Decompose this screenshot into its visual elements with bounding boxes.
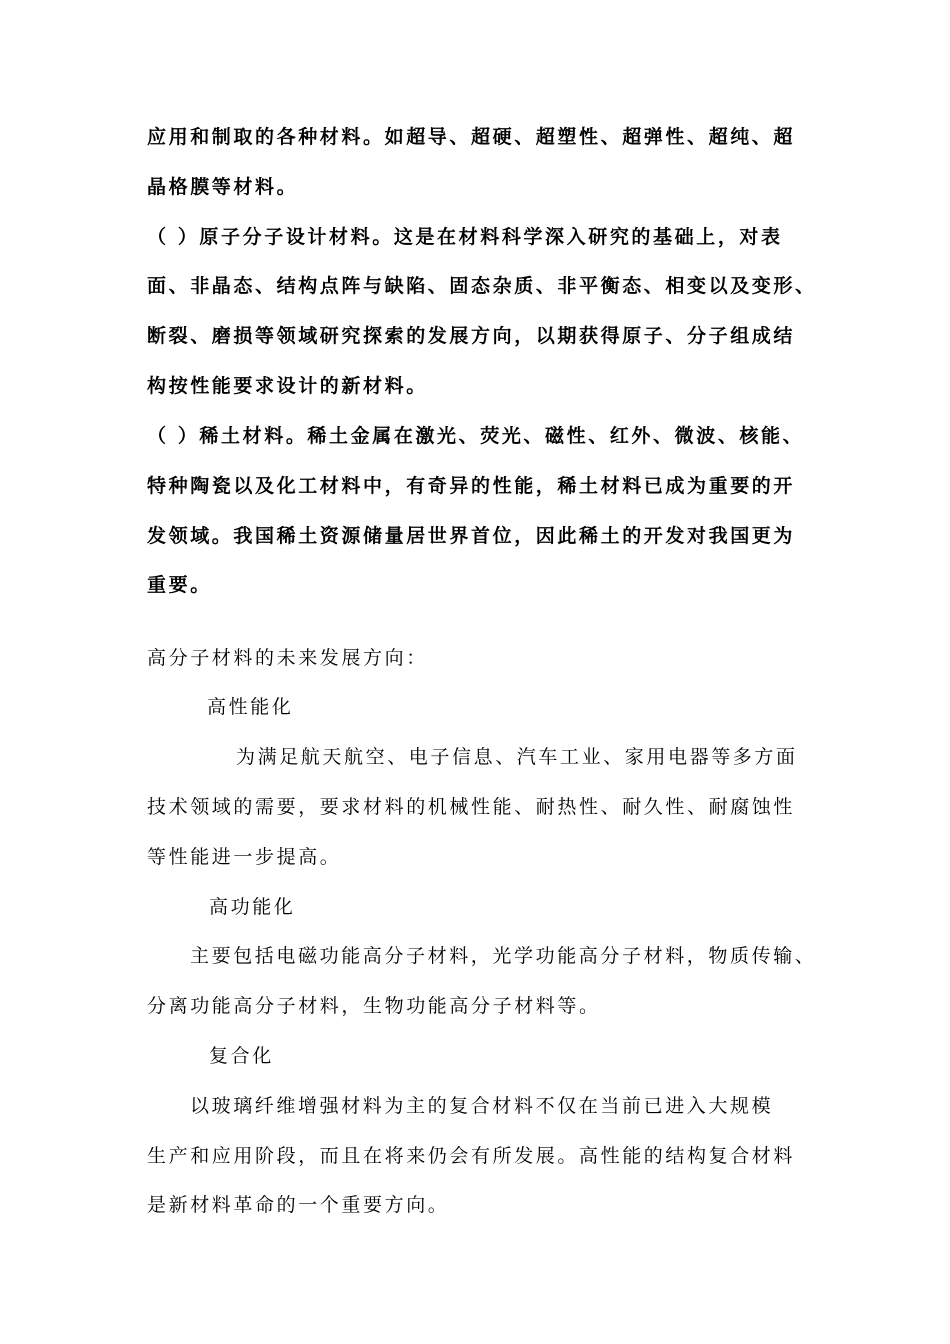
subsection-title: 高性能化 bbox=[207, 696, 294, 718]
paragraph-line: （ ）稀土材料。稀土金属在激光、荧光、磁性、红外、微波、核能、 bbox=[147, 425, 805, 447]
paragraph-line: 发领域。我国稀土资源储量居世界首位，因此稀土的开发对我国更为 bbox=[147, 525, 796, 547]
paragraph-line: 应用和制取的各种材料。如超导、超硬、超塑性、超弹性、超纯、超 bbox=[147, 126, 796, 148]
section-heading: 高分子材料的未来发展方向： bbox=[147, 647, 428, 669]
paragraph-line: 等性能进一步提高。 bbox=[147, 846, 342, 868]
paragraph-line: （ ）原子分子设计材料。这是在材料科学深入研究的基础上，对表 bbox=[147, 226, 783, 248]
paragraph-line: 技术领域的需要，要求材料的机械性能、耐热性、耐久性、耐腐蚀性 bbox=[147, 796, 796, 818]
paragraph-line: 重要。 bbox=[147, 574, 212, 596]
paragraph-line: 晶格膜等材料。 bbox=[147, 176, 299, 198]
paragraph-line: 分离功能高分子材料，生物功能高分子材料等。 bbox=[147, 995, 601, 1017]
paragraph-line: 是新材料革命的一个重要方向。 bbox=[147, 1194, 450, 1216]
paragraph-line: 构按性能要求设计的新材料。 bbox=[147, 375, 428, 397]
paragraph-line: 特种陶瓷以及化工材料中，有奇异的性能，稀土材料已成为重要的开 bbox=[147, 475, 796, 497]
subsection-title: 高功能化 bbox=[209, 896, 296, 918]
paragraph-line: 主要包括电磁功能高分子材料，光学功能高分子材料，物质传输、 bbox=[190, 945, 817, 967]
paragraph-line: 以玻璃纤维增强材料为主的复合材料不仅在当前已进入大规模 bbox=[190, 1095, 774, 1117]
subsection-title: 复合化 bbox=[209, 1045, 274, 1067]
paragraph-line: 断裂、磨损等领域研究探索的发展方向，以期获得原子、分子组成结 bbox=[147, 325, 796, 347]
paragraph-line: 生产和应用阶段，而且在将来仍会有所发展。高性能的结构复合材料 bbox=[147, 1145, 796, 1167]
paragraph-line: 面、非晶态、结构点阵与缺陷、固态杂质、非平衡态、相变以及变形、 bbox=[147, 275, 817, 297]
paragraph-line: 为满足航天航空、电子信息、汽车工业、家用电器等多方面 bbox=[236, 746, 798, 768]
